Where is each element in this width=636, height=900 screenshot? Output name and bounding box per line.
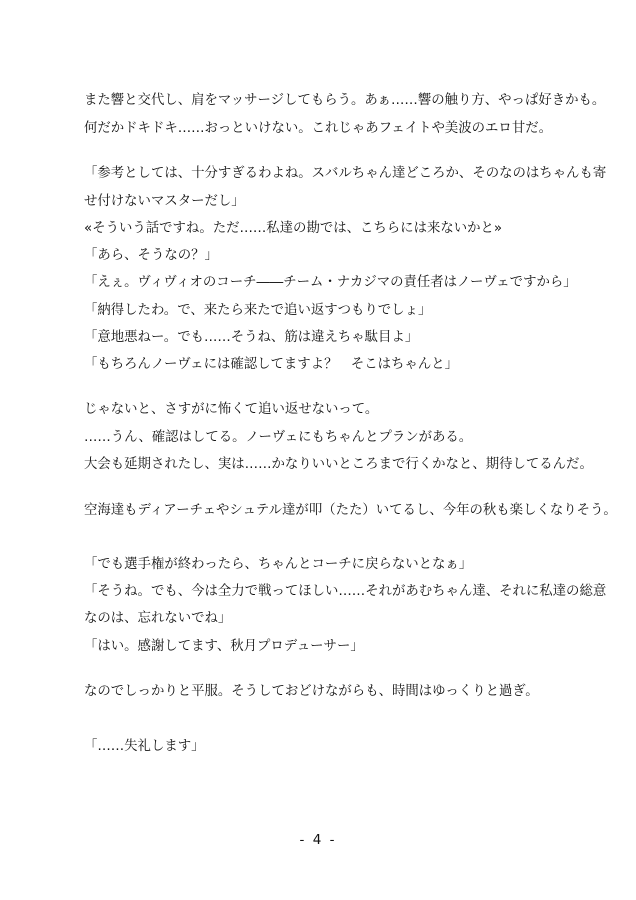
text-line: 何だかドキドキ……おっといけない。これじゃあフェイトや美波のエロ甘だ。 — [84, 121, 552, 136]
text-line: 「納得したわ。で、来たら来たで追い返すつもりでしょ」 — [84, 303, 432, 318]
text-line: 「えぇ。ヴィヴィオのコーチ――チーム・ナカジマの責任者はノーヴェですから」 — [84, 275, 577, 290]
text-line: 「でも選手権が終わったら、ちゃんとコーチに戻らないとなぁ」 — [84, 557, 473, 572]
text-line: 「そうね。でも、今は全力で戦ってほしい……それがあむちゃん達、それに私達の総意 — [84, 584, 607, 599]
text-line: ……うん、確認はしてる。ノーヴェにもちゃんとプランがある。 — [84, 430, 473, 445]
text-line: なのでしっかりと平服。そうしておどけながらも、時間はゆっくりと過ぎ。 — [84, 684, 539, 699]
text-line: 「もちろんノーヴェには確認してますよ？ そこはちゃんと」 — [84, 357, 458, 372]
text-line: なのは、忘れないでね」 — [84, 611, 232, 626]
text-line: 空海達もディアーチェやシュテル達が叩（たた）いてるし、今年の秋も楽しくなりそう。 — [84, 503, 617, 518]
text-line: せ付けないマスターだし」 — [84, 194, 245, 209]
text-line: 「あら、そうなの？」 — [84, 248, 218, 263]
text-line: また響と交代し、肩をマッサージしてもらう。あぁ……響の触り方、やっぱ好きかも。 — [84, 93, 606, 108]
page-number: - 4 - — [299, 832, 337, 848]
text-line: 「意地悪ねー。でも……そうね、筋は違えちゃ駄目よ」 — [84, 330, 419, 345]
text-line: «そういう話ですね。ただ……私達の勘では、こちらには来ないかと» — [84, 221, 503, 236]
text-line: じゃないと、さすがに怖くて追い返せないって。 — [84, 402, 379, 417]
text-line: 「……失礼します」 — [84, 739, 205, 754]
text-line: 大会も延期されたし、実は……かなりいいところまで行くかなと、期待してるんだ。 — [84, 457, 593, 472]
text-line: 「はい。感謝してます、秋月プロデューサー」 — [84, 639, 364, 654]
text-line: 「参考としては、十分すぎるわよね。スバルちゃん達どころか、そのなのはちゃんも寄 — [84, 166, 607, 181]
